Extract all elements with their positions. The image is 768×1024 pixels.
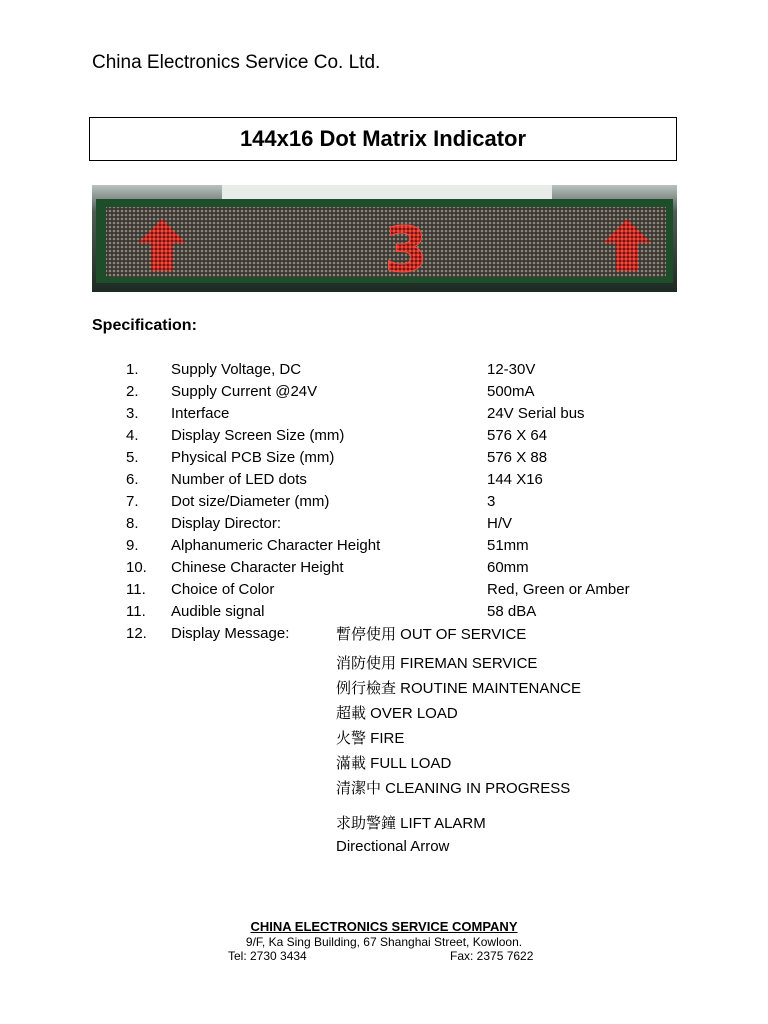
- spec-list: [0, 359, 768, 645]
- dot-matrix-photo: [92, 185, 677, 292]
- footer-tel: Tel: 2730 3434: [228, 949, 307, 963]
- spec-number: 3.: [126, 405, 139, 422]
- display-message: 暫停使用 OUT OF SERVICE: [336, 626, 527, 643]
- spec-label: Physical PCB Size (mm): [171, 449, 335, 466]
- spec-label: Number of LED dots: [171, 471, 307, 488]
- product-photo: [92, 185, 677, 292]
- spec-label: Display Screen Size (mm): [171, 427, 345, 444]
- spec-value: 144 X16: [487, 471, 543, 488]
- display-message: 例行檢查 ROUTINE MAINTENANCE: [336, 680, 582, 697]
- spec-row: [0, 513, 768, 535]
- spec-number: 7.: [126, 493, 139, 510]
- spec-number: 1.: [126, 361, 139, 378]
- display-message: 消防使用 FIREMAN SERVICE: [336, 655, 538, 672]
- spec-value: 60mm: [487, 559, 529, 576]
- document-title-text: 144x16 Dot Matrix Indicator: [239, 126, 527, 151]
- spec-number: 4.: [126, 427, 139, 444]
- spec-row: [0, 557, 768, 579]
- spec-value: 58 dBA: [487, 603, 537, 620]
- spec-label: Chinese Character Height: [171, 559, 344, 576]
- company-name: China Electronics Service Co. Ltd.: [92, 52, 381, 73]
- spec-value: 500mA: [487, 383, 535, 400]
- spec-row: [0, 579, 768, 601]
- spec-row: [0, 469, 768, 491]
- footer-company: CHINA ELECTRONICS SERVICE COMPANY: [250, 919, 518, 934]
- spec-label: Audible signal: [171, 603, 265, 620]
- display-message: 火警 FIRE: [336, 730, 405, 747]
- spec-heading: Specification:: [92, 317, 197, 334]
- spec-number: 11.: [126, 581, 146, 598]
- spec-label: Display Director:: [171, 515, 282, 532]
- display-digit: 3: [384, 213, 428, 286]
- spec-value: 12-30V: [487, 361, 536, 378]
- spec-number: 5.: [126, 449, 139, 466]
- spec-number: 9.: [126, 537, 139, 554]
- spec-label: Supply Current @24V: [171, 383, 318, 400]
- spec-number: 2.: [126, 383, 139, 400]
- spec-row: [0, 359, 768, 381]
- spec-value: 576 X 88: [487, 449, 548, 466]
- spec-row: [0, 403, 768, 425]
- footer-address: 9/F, Ka Sing Building, 67 Shanghai Street, Kowloon.: [245, 935, 523, 949]
- footer-fax: Fax: 2375 7622: [450, 949, 534, 963]
- spec-row: [0, 381, 768, 403]
- display-message: 求助警鐘 LIFT ALARM: [336, 815, 486, 832]
- spec-value: 576 X 64: [487, 427, 548, 444]
- spec-label: Display Message:: [171, 625, 290, 642]
- display-message: 滿載 FULL LOAD: [336, 755, 452, 772]
- spec-label: Alphanumeric Character Height: [171, 537, 381, 554]
- spec-row: [0, 535, 768, 557]
- spec-value: 24V Serial bus: [487, 405, 585, 422]
- spec-value: Red, Green or Amber: [487, 581, 630, 598]
- spec-value: 51mm: [487, 537, 529, 554]
- spec-row: [0, 491, 768, 513]
- spec-value: H/V: [487, 515, 513, 532]
- display-message: 超載 OVER LOAD: [336, 705, 458, 722]
- document-title: [89, 117, 677, 161]
- spec-label: Interface: [171, 405, 230, 422]
- spec-number: 10.: [126, 559, 147, 576]
- spec-number: 6.: [126, 471, 139, 488]
- spec-number: 12.: [126, 625, 147, 642]
- spec-label: Dot size/Diameter (mm): [171, 493, 330, 510]
- spec-number: 8.: [126, 515, 139, 532]
- spec-label: Supply Voltage, DC: [171, 361, 302, 378]
- spec-row: [0, 601, 768, 623]
- spec-value: 3: [487, 493, 496, 510]
- spec-row: [0, 447, 768, 469]
- display-message: Directional Arrow: [336, 838, 450, 855]
- spec-row: [0, 425, 768, 447]
- spec-label: Choice of Color: [171, 581, 275, 598]
- spec-number: 11.: [126, 603, 146, 620]
- display-message: 清潔中 CLEANING IN PROGRESS: [336, 780, 571, 797]
